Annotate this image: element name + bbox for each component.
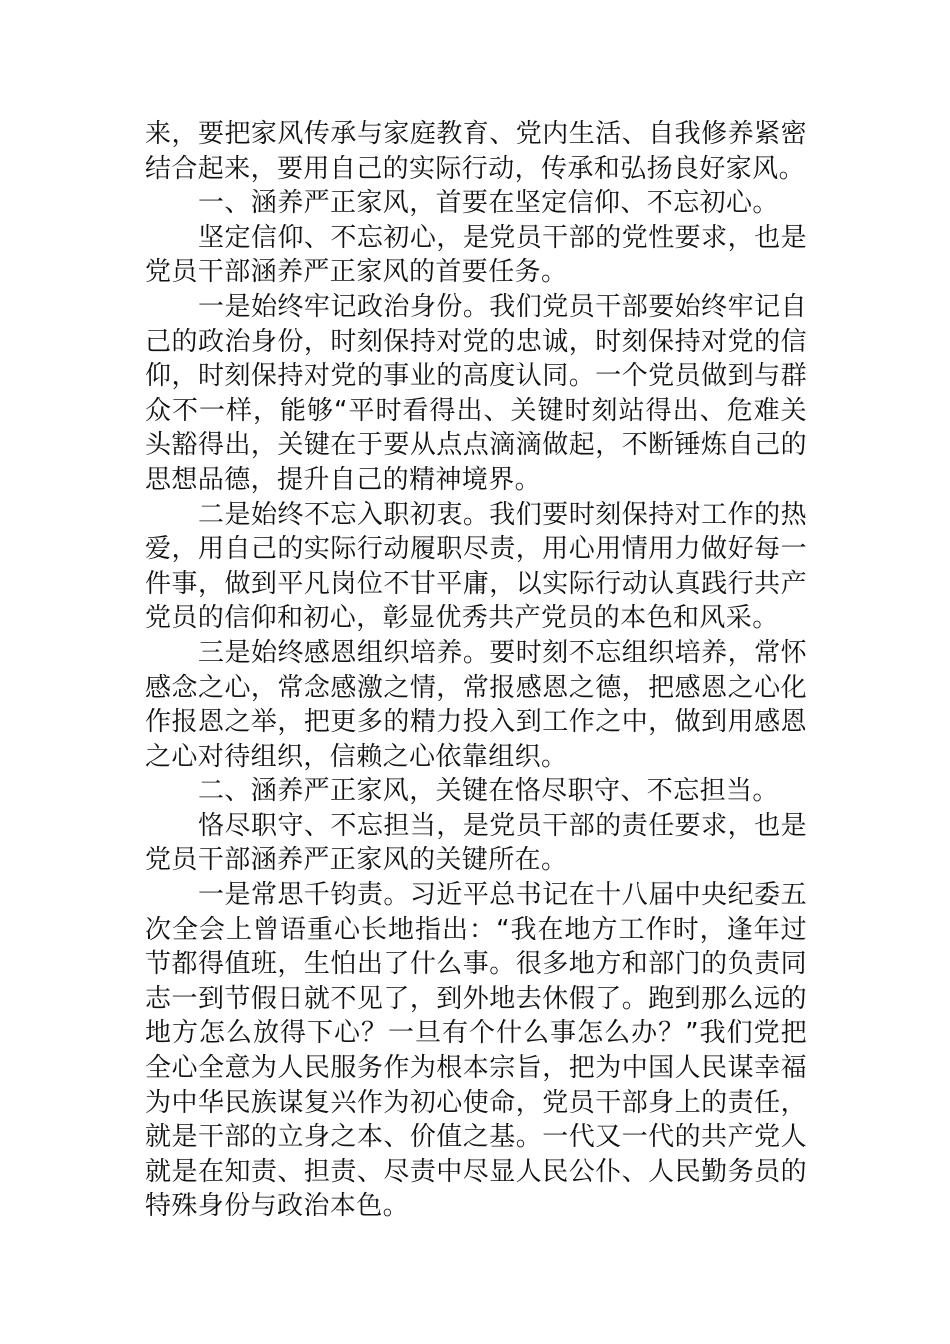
paragraph-point-gratitude: 三是始终感恩组织培养。要时刻不忘组织培养，常怀感念之心，常念感激之情，常报感恩之德，把感恩之心化作报恩之举，把更多的精力投入到工作之中，做到用感恩之心对待组织，信赖之心依靠组织。 [145,637,807,772]
document-body [145,117,807,1224]
paragraph-point-responsibility: 一是常思千钧责。习近平总书记在十八届中央纪委五次全会上曾语重心长地指出：“我在地方工作时，逢年过节都得值班，生怕出了什么事。很多地方和部门的负责同志一到节假日就不见了，到外地去休假了。跑到那么远的地方怎么放得下心？一旦有个什么事怎么办？”我们党把全心全意为人民服务作为根本宗旨，把为中国人民谋幸福为中华民族谋复兴作为初心使命，党员干部身上的责任，就是干部的立身之本、价值之基。一代又一代的共产党人就是在知责、担责、尽责中尽显人民公仆、人民勤务员的特殊身份与政治本色。 [145,880,807,1222]
paragraph-section-1-summary: 坚定信仰、不忘初心，是党员干部的党性要求，也是党员干部涵养严正家风的首要任务。 [145,222,807,288]
section-heading-2: 二、涵养严正家风，关键在恪尽职守、不忘担当。 [198,776,779,807]
paragraph-intro-continuation: 来，要把家风传承与家庭教育、党内生活、自我修养紧密结合起来，要用自己的实际行动，传承和弘扬良好家风。 [145,119,807,184]
paragraph-point-political-identity: 一是始终牢记政治身份。我们党员干部要始终牢记自己的政治身份，时刻保持对党的忠诚，时刻保持对党的信仰，时刻保持对党的事业的高度认同。一个党员做到与群众不一样，能够“平时看得出、关键时刻站得出、危难关头豁得出，关键在于要从点点滴滴做起，不断锤炼自己的思想品德，提升自己的精神境界。 [145,291,807,495]
paragraph-point-original-aspiration: 二是始终不忘入职初衷。我们要时刻保持对工作的热爱，用自己的实际行动履职尽责，用心用情用力做好每一件事，做到平凡岗位不甘平庸，以实际行动认真践行共产党员的信仰和初心，彰显优秀共产党员的本色和风采。 [145,499,807,634]
section-heading-1: 一、涵养严正家风，首要在坚定信仰、不忘初心。 [198,188,779,219]
paragraph-section-2-summary: 恪尽职守、不忘担当，是党员干部的责任要求，也是党员干部涵养严正家风的关键所在。 [145,810,807,876]
